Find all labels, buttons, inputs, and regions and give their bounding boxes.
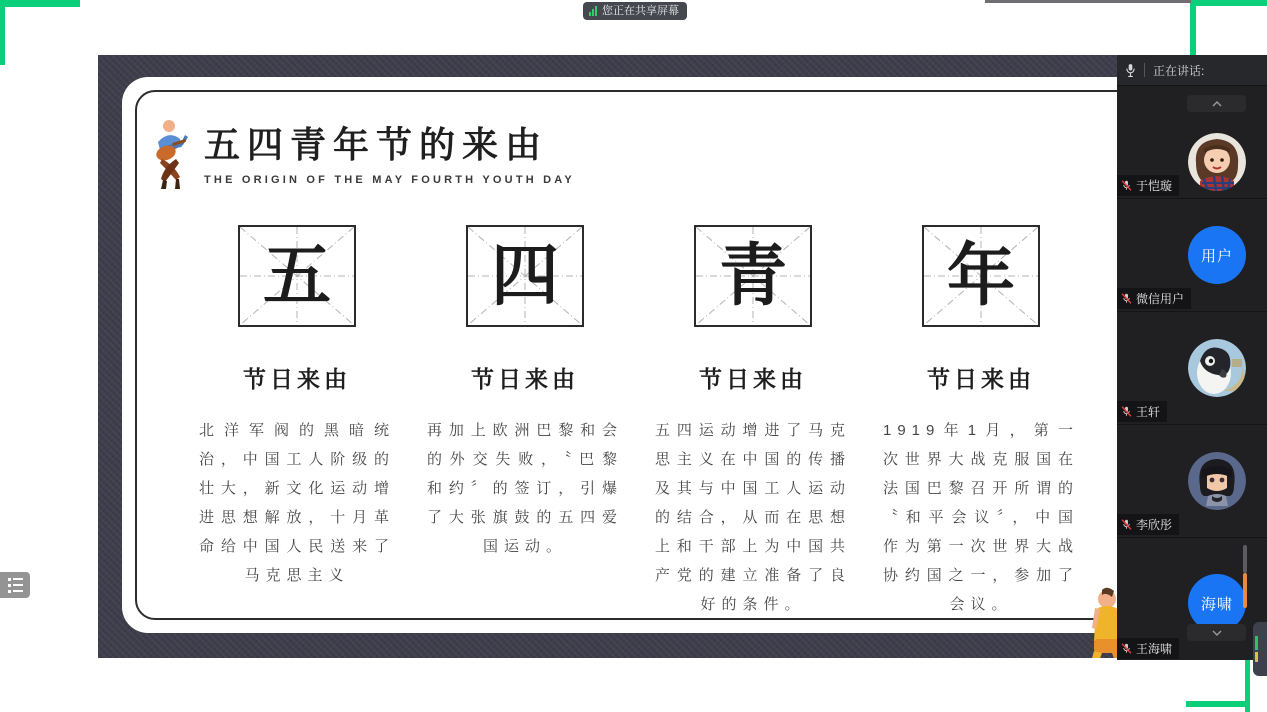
participant-tile[interactable] — [1117, 312, 1267, 424]
column-body-text: 再加上欧洲巴黎和会的外交失败，〝巴黎和约〞的签订，引爆了大张旗鼓的五四爱国运动。 — [427, 422, 623, 555]
offscreen-window-edge — [985, 0, 1191, 3]
participant-name: 于恺璇 — [1136, 179, 1173, 193]
muted-mic-icon — [1121, 180, 1132, 191]
participant-tile[interactable] — [1117, 199, 1267, 311]
muted-mic-icon — [1121, 293, 1132, 304]
share-border-top-right-vertical — [1190, 0, 1196, 55]
character-grid-box — [922, 225, 1040, 327]
slide-column-4 — [867, 225, 1095, 619]
guitar-player-illustration — [152, 117, 190, 191]
participant-name-tag — [1117, 401, 1167, 422]
character-grid-box — [238, 225, 356, 327]
muted-mic-icon — [1121, 406, 1132, 417]
character-grid-box — [466, 225, 584, 327]
participant-tile[interactable] — [1117, 86, 1267, 198]
grid-character: 五 — [262, 238, 331, 314]
slide-columns — [183, 225, 1095, 619]
slide-subtitle: THE ORIGIN OF THE MAY FOURTH YOUTH DAY — [204, 174, 575, 186]
basketball-player-illustration — [1080, 585, 1117, 658]
shared-screen-content — [98, 55, 1117, 658]
muted-mic-icon — [1121, 519, 1132, 530]
column-heading: 节日来由 — [927, 366, 1035, 392]
participant-name-tag — [1117, 638, 1179, 659]
list-icon — [8, 578, 23, 581]
floating-widget[interactable] — [1253, 622, 1267, 676]
microphone-icon — [1125, 63, 1136, 78]
chevron-down-icon — [1212, 630, 1222, 636]
slide-column-3 — [639, 225, 867, 619]
participant-name: 李欣彤 — [1136, 518, 1173, 532]
participant-name-tag — [1117, 175, 1179, 196]
widget-yellow-mark — [1255, 652, 1258, 662]
participants-scrollbar-track[interactable] — [1243, 545, 1247, 573]
scroll-down-button[interactable] — [1187, 624, 1246, 641]
muted-mic-icon — [1121, 643, 1132, 654]
avatar: 用户 — [1188, 226, 1246, 284]
avatar — [1188, 339, 1246, 397]
character-grid-box — [694, 225, 812, 327]
avatar — [1188, 452, 1246, 510]
column-heading: 节日来由 — [243, 366, 351, 392]
participants-scrollbar-thumb[interactable] — [1243, 573, 1247, 608]
participant-name: 王轩 — [1136, 405, 1161, 419]
grid-character: 青 — [718, 238, 787, 314]
participant-name: 王海啸 — [1136, 642, 1173, 656]
avatar — [1188, 133, 1246, 191]
screen-share-banner — [583, 2, 687, 20]
share-border-bottom-right-horizontal — [1186, 701, 1248, 707]
share-border-top-left-horizontal — [0, 0, 80, 7]
speaking-label: 正在讲话: — [1153, 63, 1205, 78]
slide-column-2 — [411, 225, 639, 619]
avatar: 海啸 — [1188, 574, 1246, 632]
widget-green-mark — [1255, 636, 1258, 650]
participants-panel — [1117, 55, 1267, 660]
header-divider — [1144, 63, 1145, 77]
slide-title: 五四青年节的来由 — [204, 124, 549, 165]
grid-character: 年 — [946, 238, 1015, 314]
participant-name-tag — [1117, 514, 1179, 535]
presentation-slide — [122, 77, 1117, 633]
participant-list-toggle-button[interactable] — [0, 572, 30, 598]
grid-character: 四 — [490, 238, 559, 314]
slide-column-1 — [183, 225, 411, 619]
participant-tile[interactable] — [1117, 425, 1267, 537]
column-body-text: 五四运动增进了马克思主义在中国的传播及其与中国工人运动的结合，从而在思想上和干部上为中国共产党的建立准备了良好的条件。 — [655, 422, 851, 613]
slide-header — [152, 117, 575, 191]
column-body-text: 1919年1月，第一次世界大战克服国在法国巴黎召开所谓的〝和平会议〞，中国作为第一次世界大战协约国之一，参加了会议。 — [883, 422, 1079, 613]
column-heading: 节日来由 — [699, 366, 807, 392]
share-banner-label: 您正在共享屏幕 — [602, 5, 679, 17]
scroll-up-button[interactable] — [1187, 95, 1246, 112]
participants-panel-header — [1117, 55, 1267, 85]
column-heading: 节日来由 — [471, 366, 579, 392]
share-border-top-right-horizontal — [1190, 0, 1267, 6]
participant-name-tag — [1117, 288, 1191, 309]
chevron-up-icon — [1212, 101, 1222, 107]
column-body-text: 北洋军阀的黑暗统治，中国工人阶级的壮大，新文化运动增进思想解放，十月革命给中国人民送来了马克思主义 — [199, 422, 395, 584]
participant-name: 微信用户 — [1136, 292, 1185, 306]
signal-bars-icon — [589, 6, 597, 16]
share-border-top-left-vertical — [0, 0, 5, 65]
